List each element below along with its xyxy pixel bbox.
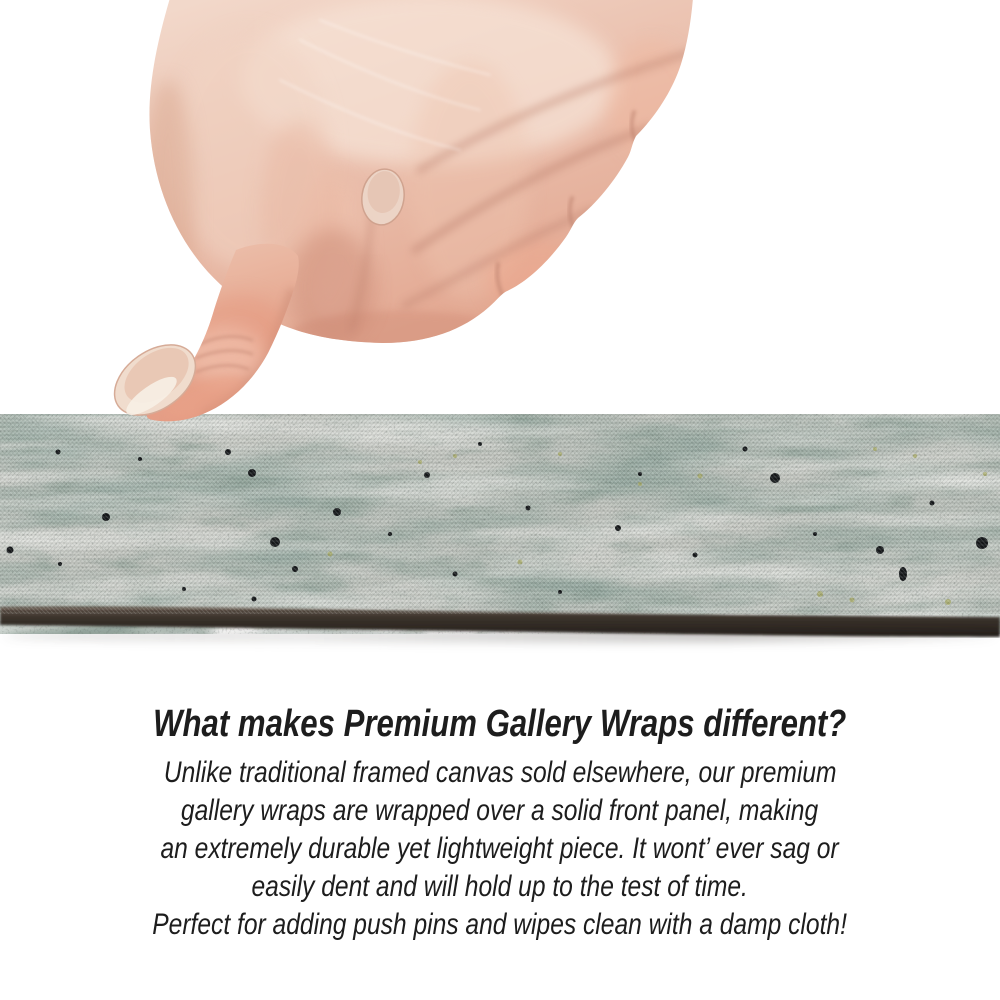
page-title-text: What makes Premium Gallery Wraps different? — [153, 703, 847, 745]
body-line-1: Unlike traditional framed canvas sold elsewhere, our premium — [163, 756, 837, 789]
body-line-4: easily dent and will hold up to the test of time. — [251, 870, 749, 903]
body-line-2: gallery wraps are wrapped over a solid front panel, making — [181, 794, 819, 827]
body-line-3: an extremely durable yet lightweight piece. It wont’ ever sag or — [160, 832, 840, 865]
body-line-5: Perfect for adding push pins and wipes clean with a damp cloth! — [152, 908, 848, 941]
page-title — [0, 701, 1000, 747]
text-block — [0, 701, 1000, 944]
